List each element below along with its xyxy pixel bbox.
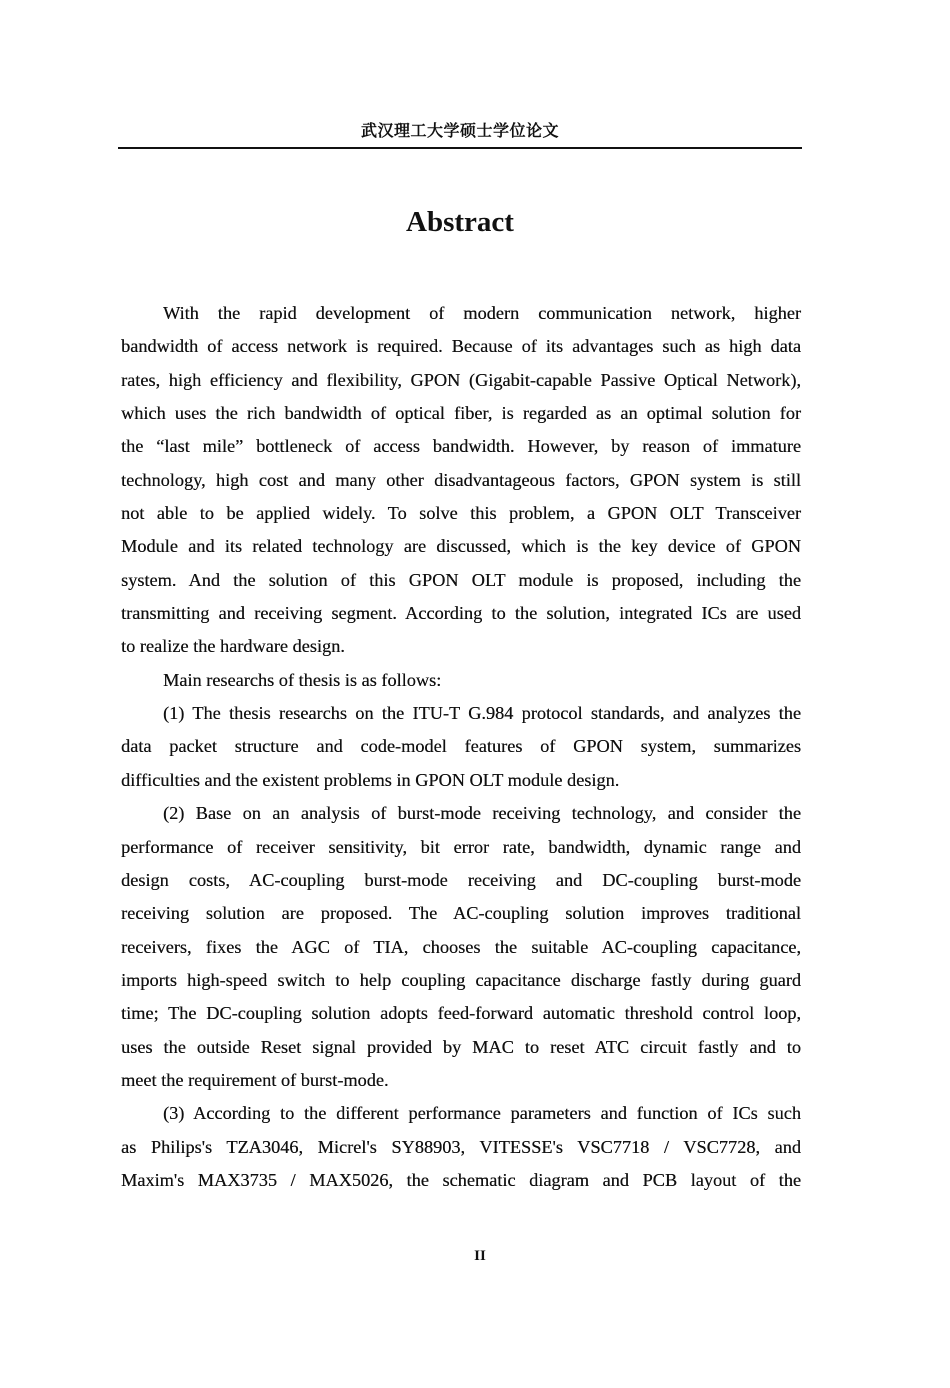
text-line: uses the outside Reset signal provided by MAC to reset ATC circuit fastly and to — [121, 1036, 801, 1057]
text-line: difficulties and the existent problems in GPON OLT module design. — [121, 769, 620, 790]
text-line: transmitting and receiving segment. According to the solution, integrated ICs are used — [121, 603, 801, 624]
abstract-body — [121, 297, 801, 1197]
text-line: (3) According to the different performance parameters and function of ICs such — [163, 1103, 801, 1124]
text-line: not able to be applied widely. To solve this problem, a GPON OLT Transceiver — [121, 503, 801, 524]
text-line: imports high-speed switch to help coupling capacitance discharge fastly during guard — [121, 969, 801, 990]
paragraph — [121, 797, 801, 1097]
page-number: II — [474, 1248, 486, 1264]
paragraph — [121, 1097, 801, 1197]
header-rule — [118, 147, 802, 149]
text-line: Maxim's MAX3735 / MAX5026, the schematic diagram and PCB layout of the — [121, 1169, 801, 1190]
text-line: Module and its related technology are discussed, which is the key device of GPON — [121, 536, 801, 557]
text-line: data packet structure and code-model features of GPON system, summarizes — [121, 736, 801, 757]
text-line: Main researchs of thesis is as follows: — [163, 669, 442, 690]
text-line: receiving solution are proposed. The AC-coupling solution improves traditional — [121, 903, 801, 924]
text-line: as Philips's TZA3046, Micrel's SY88903, VITESSE's VSC7718 / VSC7728, and — [121, 1136, 801, 1157]
running-header: 武汉理工大学硕士学位论文 — [360, 121, 559, 140]
text-line: (2) Base on an analysis of burst-mode receiving technology, and consider the — [163, 803, 801, 824]
text-line: time; The DC-coupling solution adopts feed-forward automatic threshold control loop, — [121, 1003, 801, 1024]
paragraph — [121, 664, 801, 697]
paragraph — [121, 297, 801, 664]
text-line: bandwidth of access network is required. Because of its advantages such as high data — [121, 336, 801, 357]
text-line: (1) The thesis researchs on the ITU-T G.984 protocol standards, and analyzes the — [163, 703, 801, 724]
text-line: With the rapid development of modern communication network, higher — [163, 303, 801, 323]
text-line: system. And the solution of this GPON OLT module is proposed, including the — [121, 569, 801, 590]
text-line: technology, high cost and many other disadvantageous factors, GPON system is still — [121, 469, 801, 490]
text-line: design costs, AC-coupling burst-mode receiving and DC-coupling burst-mode — [121, 869, 801, 890]
text-line: performance of receiver sensitivity, bit error rate, bandwidth, dynamic range and — [121, 836, 801, 857]
text-line: which uses the rich bandwidth of optical fiber, is regarded as an optimal solution for — [121, 403, 801, 424]
text-line: meet the requirement of burst-mode. — [121, 1069, 389, 1090]
text-line: to realize the hardware design. — [121, 636, 345, 657]
paragraph — [121, 697, 801, 797]
text-line: the “last mile” bottleneck of access bandwidth. However, by reason of immature — [121, 436, 801, 457]
text-line: receivers, fixes the AGC of TIA, chooses the suitable AC-coupling capacitance, — [121, 936, 801, 957]
page-title: Abstract — [406, 206, 514, 238]
text-line: rates, high efficiency and flexibility, GPON (Gigabit-capable Passive Optical Network), — [121, 369, 801, 390]
